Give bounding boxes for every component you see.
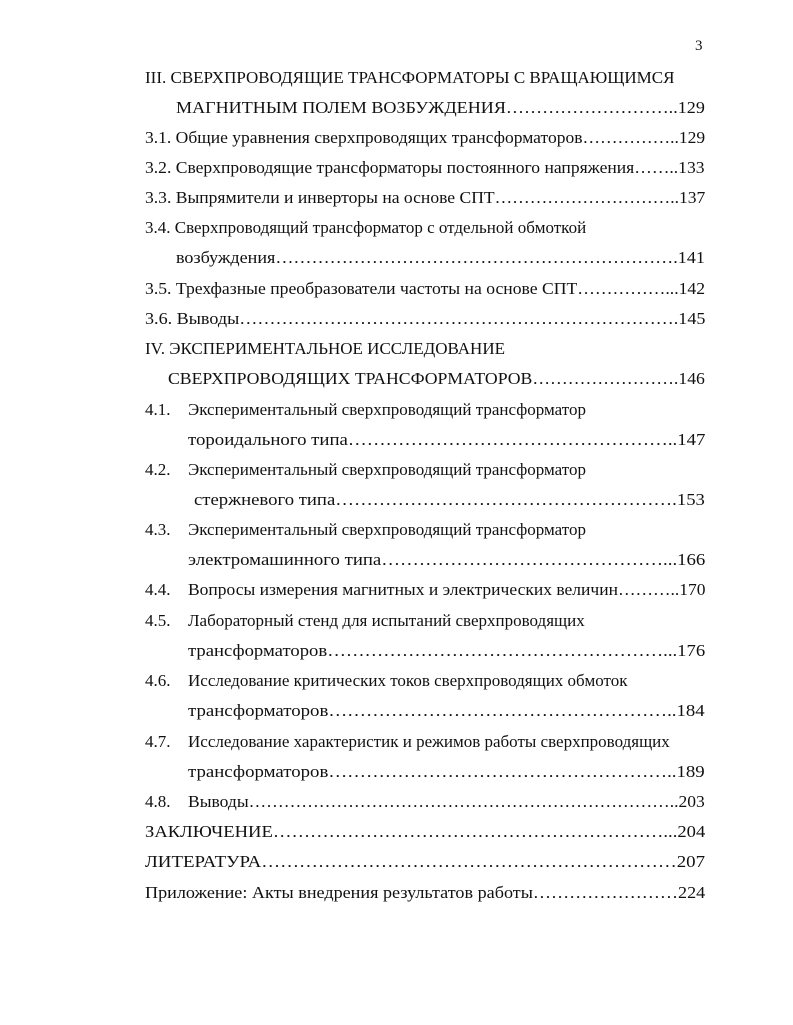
toc-section-4-3-line-1: Экспериментальный сверхпроводящий трансформатор [188,520,586,539]
toc-chapter-3-title-line-2: МАГНИТНЫМ ПОЛЕМ ВОЗБУЖДЕНИЯ………………………..129 [176,98,705,117]
toc-section-3-6: 3.6. Выводы……………………………………………………………….145 [145,309,706,328]
toc-appendix: Приложение: Акты внедрения результатов работы……………………224 [145,883,706,902]
toc-literature: ЛИТЕРАТУРА…………………………………………………………207 [145,852,706,871]
toc-section-4-8-number: 4.8. [145,792,171,811]
toc-section-4-3-number: 4.3. [145,520,171,539]
toc-section-4-5-line-1: Лабораторный стенд для испытаний сверхпроводящих [188,611,585,630]
toc-section-3-1: 3.1. Общие уравнения сверхпроводящих трансформаторов……………..129 [145,128,706,147]
toc-section-4-1-number: 4.1. [145,400,171,419]
toc-section-4-1-line-2: тороидального типа……………………………………………..147 [188,430,706,449]
toc-section-4-2-number: 4.2. [145,460,171,479]
toc-section-3-3: 3.3. Выпрямители и инверторы на основе СПТ…………………………..137 [145,188,706,207]
toc-section-4-2-line-2: стержневого типа……………………………………………….153 [194,490,705,509]
page-number: 3 [695,38,703,54]
toc-section-4-8-line-1: Выводы………………………………………………………………..203 [188,792,705,811]
toc-section-4-5-line-2: трансформаторов………………………………………………...176 [188,641,706,660]
toc-section-3-5: 3.5. Трехфазные преобразователи частоты на основе СПТ……………...142 [145,279,706,298]
toc-section-4-7-number: 4.7. [145,732,171,751]
toc-conclusion: ЗАКЛЮЧЕНИЕ………………………………………………………...204 [145,822,706,841]
toc-chapter-4-title-line-1: IV. ЭКСПЕРИМЕНТАЛЬНОЕ ИССЛЕДОВАНИЕ [145,339,505,358]
toc-chapter-3-title-line-1: III. СВЕРХПРОВОДЯЩИЕ ТРАНСФОРМАТОРЫ С ВРАЩАЮЩИМСЯ [145,68,675,87]
toc-section-4-4-number: 4.4. [145,580,171,599]
toc-section-3-4-line-1: 3.4. Сверхпроводящий трансформатор с отдельной обмоткой [145,218,587,237]
toc-section-4-2-line-1: Экспериментальный сверхпроводящий трансформатор [188,460,586,479]
toc-section-4-3-line-2: электромашинного типа………………………………………...166 [188,550,706,569]
toc-section-4-7-line-2: трансформаторов………………………………………………..189 [188,762,705,781]
toc-chapter-4-title-line-2: СВЕРХПРОВОДЯЩИХ ТРАНСФОРМАТОРОВ…………………….146 [168,369,705,388]
toc-section-4-5-number: 4.5. [145,611,171,630]
toc-section-3-2: 3.2. Сверхпроводящие трансформаторы постоянного напряжения……..133 [145,158,705,177]
toc-section-3-4-line-2: возбуждения………………………………………………………….141 [176,248,705,267]
toc-section-4-6-line-2: трансформаторов………………………………………………..184 [188,701,705,720]
toc-section-4-4-line-1: Вопросы измерения магнитных и электрических величин………..170 [188,580,706,599]
toc-section-4-6-line-1: Исследование критических токов сверхпроводящих обмоток [188,671,628,690]
toc-section-4-1-line-1: Экспериментальный сверхпроводящий трансформатор [188,400,586,419]
toc-section-4-7-line-1: Исследование характеристик и режимов работы сверхпроводящих [188,732,670,751]
toc-section-4-6-number: 4.6. [145,671,171,690]
